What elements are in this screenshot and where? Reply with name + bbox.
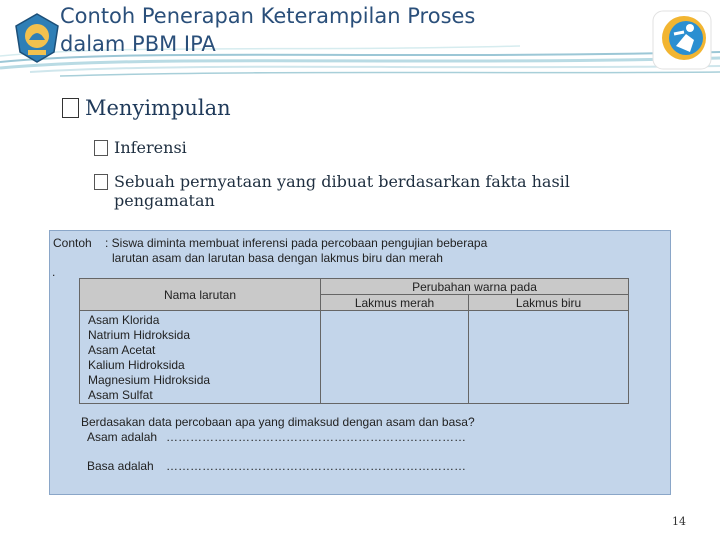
main-bullet-text: Menyimpulan (85, 96, 231, 120)
sub-bullet-text: Inferensi (114, 138, 187, 157)
kurikulum-logo (650, 8, 714, 72)
list-item: Magnesium Hidroksida (88, 373, 211, 387)
stray-dot: . (52, 265, 56, 279)
definition-line-1: Sebuah pernyataan yang dibuat berdasarkan fakta hasil (114, 172, 570, 191)
main-bullet (62, 96, 231, 120)
sub-bullet-text (114, 172, 570, 210)
tut-wuri-emblem (14, 12, 60, 64)
sub-bullet-inferensi (94, 138, 187, 157)
header-nama-larutan: Nama larutan (80, 279, 321, 311)
title-line-1: Contoh Penerapan Keterampilan Proses (60, 4, 476, 28)
bullet-box-icon (94, 140, 108, 156)
list-item: Natrium Hidroksida (88, 328, 191, 342)
example-text-line-2: larutan asam dan larutan basa dengan lakmus biru dan merah (112, 251, 443, 265)
example-label: Contoh (53, 236, 92, 250)
header-perubahan-warna: Perubahan warna pada (321, 279, 629, 295)
header-lakmus-biru: Lakmus biru (469, 295, 629, 311)
list-item: Kalium Hidroksida (88, 358, 185, 372)
lakmus-merah-cell (321, 311, 469, 404)
title-line-2: dalam PBM IPA (60, 32, 216, 56)
list-item: Asam Klorida (88, 313, 160, 327)
example-text-line-1: : Siswa diminta membuat inferensi pada percobaan pengujian beberapa (105, 236, 488, 250)
bullet-box-icon (62, 98, 79, 118)
page-number: 14 (672, 515, 686, 528)
conclusion-question: Berdasakan data percobaan apa yang dimaksud dengan asam dan basa? (81, 415, 475, 429)
list-item: Asam Sulfat (88, 388, 153, 402)
base-label: Basa adalah (87, 459, 154, 473)
base-answer-dots: ………………………………………………………………… (166, 459, 466, 473)
lakmus-biru-cell (469, 311, 629, 404)
example-panel (49, 230, 671, 495)
solution-names-cell (80, 311, 321, 404)
page-title (60, 2, 475, 58)
table-row (80, 311, 629, 404)
acid-answer-dots: ………………………………………………………………… (166, 430, 466, 444)
sub-bullet-definition (94, 172, 570, 210)
header-lakmus-merah: Lakmus merah (321, 295, 469, 311)
observation-table (79, 278, 629, 404)
acid-label: Asam adalah (87, 430, 158, 444)
definition-line-2: pengamatan (114, 191, 215, 210)
list-item: Asam Acetat (88, 343, 156, 357)
table-header-row (80, 279, 629, 295)
bullet-box-icon (94, 174, 108, 190)
